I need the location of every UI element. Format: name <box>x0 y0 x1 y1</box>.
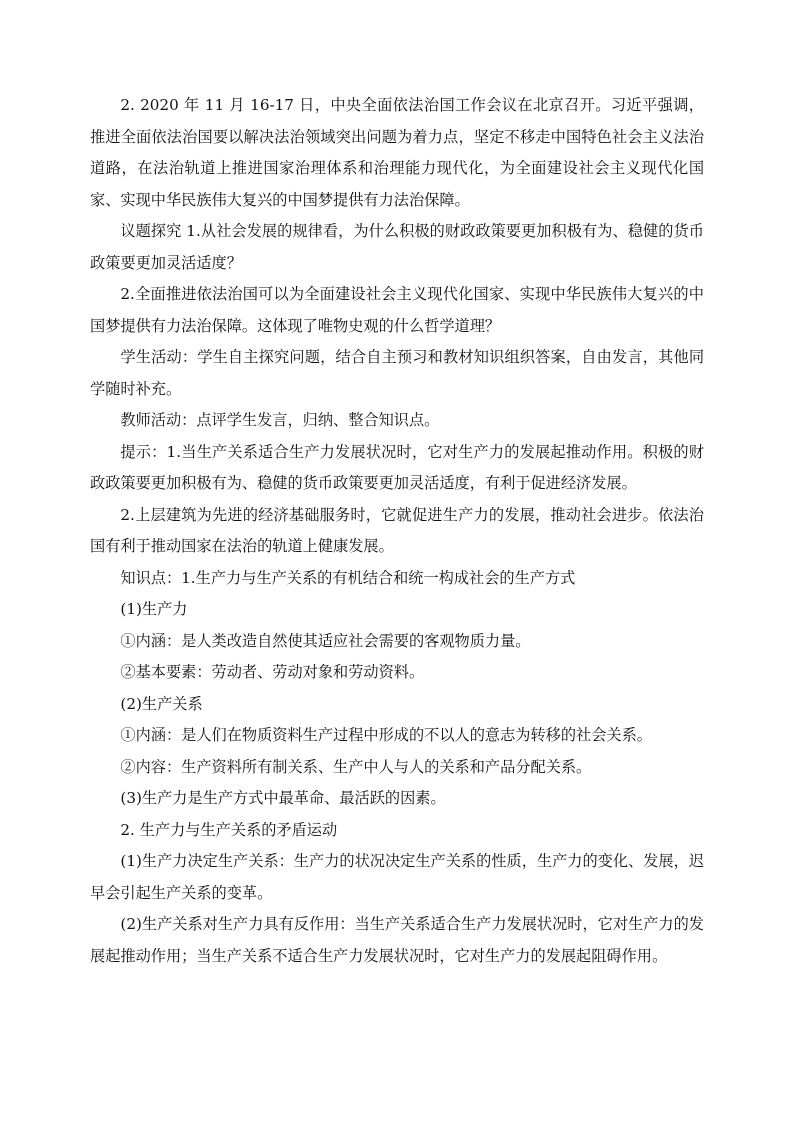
paragraph-knowledge-point-2: 2. 生产力与生产关系的矛盾运动 <box>120 820 338 839</box>
paragraph-meeting-news: 2. 2020 年 11 月 16-17 日，中央全面依法治国工作会议在北京召开。习近平强调，推进全面依法治国要以解决法治领域突出问题为着力点，坚定不移走中国特色社会主义法治道路，在法治轨道上推进国家治理体系和治理能力现代化，为全面建设社会主义现代化国家、实现中华民族伟大复兴的中国梦提供有力法治保障。 <box>90 96 704 209</box>
document-page <box>90 90 704 972</box>
paragraph-hint-2: 2.上层建筑为先进的经济基础服务时，它就促进生产力的发展，推动社会进步。依法治国有利于推动国家在法治的轨道上健康发展。 <box>90 505 704 555</box>
paragraph-relations-connotation: ①内涵：是人们在物质资料生产过程中形成的不以人的意志为转移的社会关系。 <box>120 726 652 744</box>
paragraph-relations-counteract: (2)生产关系对生产力具有反作用：当生产关系适合生产力发展状况时，它对生产力的发展起推动作用；当生产关系不适合生产力发展状况时，它对生产力的发展起阻碍作用。 <box>90 915 704 965</box>
paragraph-productivity-connotation: ①内涵：是人类改造自然使其适应社会需要的客观物质力量。 <box>120 631 531 650</box>
paragraph-productivity-heading: (1)生产力 <box>120 600 188 618</box>
paragraph-teacher-activity: 教师活动：点评学生发言，归纳、整合知识点。 <box>120 411 440 429</box>
paragraph-productivity-active-factor: (3)生产力是生产方式中最革命、最活跃的因素。 <box>120 789 446 807</box>
paragraph-productivity-elements: ②基本要素：劳动者、劳动对象和劳动资料。 <box>120 663 425 681</box>
paragraph-hint-1: 提示：1.当生产关系适合生产力发展状况时，它对生产力的发展起推动作用。积极的财政政策要更加积极有为、稳健的货币政策要更加灵活适度，有利于促进经济发展。 <box>90 442 704 492</box>
paragraph-knowledge-point-1: 知识点：1.生产力与生产关系的有机结合和统一构成社会的生产方式 <box>120 568 576 587</box>
paragraph-relations-content: ②内容：生产资料所有制关系、生产中人与人的关系和产品分配关系。 <box>120 757 592 776</box>
paragraph-student-activity: 学生活动：学生自主探究问题，结合自主预习和教材知识组织答案，自由发言，其他同学随时补充。 <box>90 348 704 398</box>
paragraph-relations-heading: (2)生产关系 <box>120 694 203 713</box>
paragraph-productivity-determines: (1)生产力决定生产关系：生产力的状况决定生产关系的性质，生产力的变化、发展，迟早会引起生产关系的变革。 <box>90 852 704 902</box>
paragraph-topic-question-1: 议题探究 1.从社会发展的规律看，为什么积极的财政政策要更加积极有为、稳健的货币政策要更加灵活适度？ <box>90 222 704 272</box>
paragraph-topic-question-2: 2.全面推进依法治国可以为全面建设社会主义现代化国家、实现中华民族伟大复兴的中国梦提供有力法治保障。这体现了唯物史观的什么哲学道理？ <box>90 285 704 335</box>
